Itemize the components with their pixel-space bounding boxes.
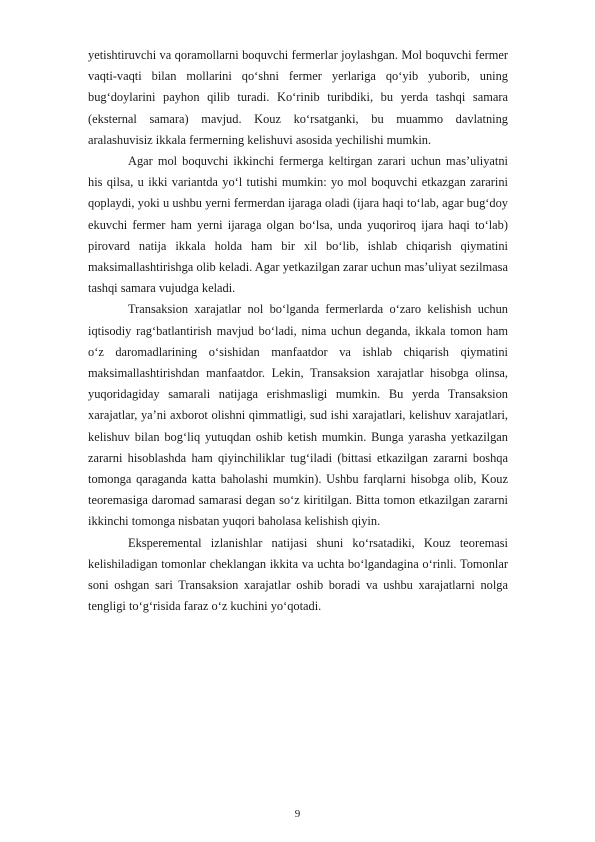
page-number: 9 (294, 808, 301, 820)
document-page (88, 45, 508, 617)
paragraph-3: Transaksion xarajatlar nol bo‘lganda fermerlarda o‘zaro kelishish uchun iqtisodiy rag‘batlantirish mavjud bo‘ladi, nima uchun deganda, ikkala tomon ham o‘z daromadlarining o‘sishidan manfaatdor va ishlab chiqarish qiymatini maksimallashtirishdan manfaatdor. Lekin, Transaksion xarajatlar hisobga olinsa, yuqoridagiday samarali natijaga erishmasligi mumkin. Bu yerda Transaksion xarajatlar, ya’ni axborot olishni qimmatligi, sud ishi xarajatlari, kelishuv xarajatlari, kelishuv bilan bog‘liq yutuqdan oshib ketish mumkin. Bunga yarasha yetkazilgan zararni hisoblashda ham qiyinchiliklar tug‘iladi (bittasi etkazilgan zararni boshqa tomonga qaraganda katta baholashi mumkin). Ushbu farqlarni hisobga olib, Kouz teoremasiga daromad samarasi degan so‘z kiritilgan. Bitta tomon etkazilgan zararni ikkinchi tomonga nisbatan yuqori baholasa kelishish qiyin. (88, 302, 508, 529)
paragraph-4: Eksperemental izlanishlar natijasi shuni ko‘rsatadiki, Kouz teoremasi kelishiladigan tomonlar cheklangan ikkita va uchta bo‘lgandagina o‘rinli. Tomonlar soni oshgan sari Transaksion xarajatlar oshib boradi va ushbu xarajatlarni nolga tengligi to‘g‘risida faraz o‘z kuchini yo‘qotadi. (88, 535, 508, 614)
paragraph-1: yetishtiruvchi va qoramollarni boquvchi fermerlar joylashgan. Mol boquvchi fermer vaqti-vaqti bilan mollarini qo‘shni fermer yerlariga qo‘yib yuborib, uning bug‘doylarini payhon qilib turadi. Ko‘rinib turibdiki, bu yerda tashqi samara (eksternal samara) mavjud. Kouz ko‘rsatganki, bu muammo davlatning aralashuvisiz ikkala fermerning kelishuvi asosida yechilishi mumkin. (88, 48, 508, 147)
paragraph-2: Agar mol boquvchi ikkinchi fermerga keltirgan zarari uchun mas’uliyatni his qilsa, u ikki variantda yo‘l tutishi mumkin: yo mol boquvchi etkazgan zararini qoplaydi, yoki u ushbu yerni fermerdan ijaraga oladi (ijara haqi to‘lab, agar bug‘doy ekuvchi fermer ham yerni ijaraga olgan bo‘lsa, unda yuqoriroq ijara haqi to‘lab) pirovard natija ikkala holda ham bir xil bo‘lib, ishlab chiqarish qiymatini maksimallashtirishga olib keladi. Agar yetkazilgan zarar uchun mas’uliyat sezilmasa tashqi samara vujudga keladi. (88, 154, 508, 296)
